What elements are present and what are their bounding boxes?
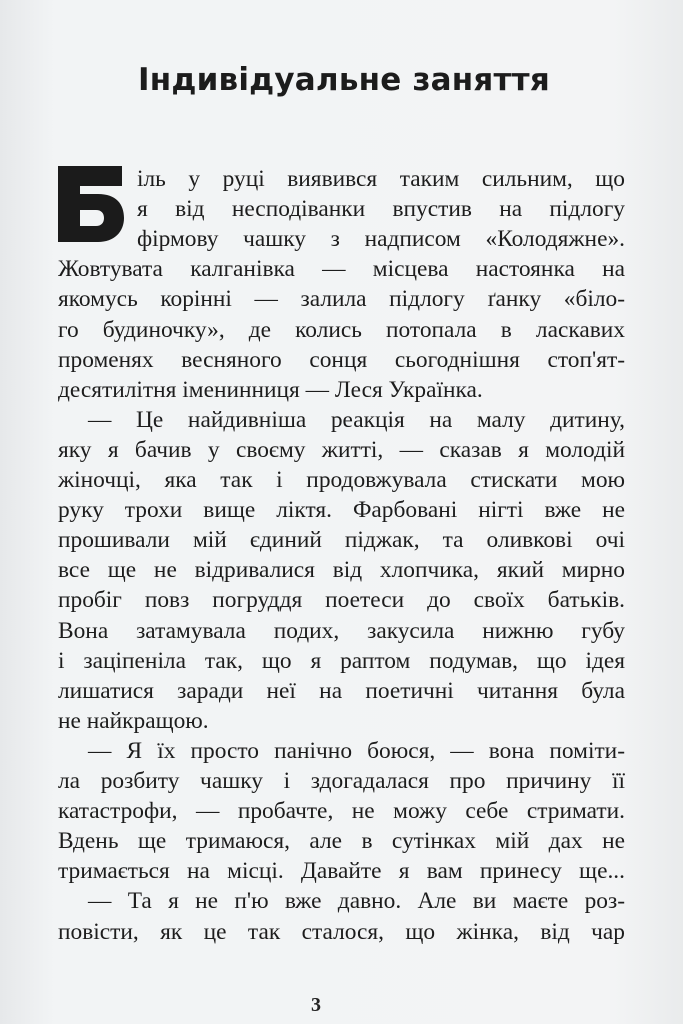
- text-line: лишатися заради неї на поетичні читання була: [58, 677, 625, 704]
- text-line: якомусь корінні — залила підлогу ґанку «біло-: [58, 286, 625, 313]
- text-line: — Та я не п'ю вже давно. Але ви маєте роз-: [88, 888, 625, 915]
- text-line: фірмову чашку з надписом «Колодяжне».: [137, 226, 625, 253]
- text-line: Вдень ще тримаюся, але в сутінках мій дах не: [58, 828, 625, 855]
- text-line: все ще не відривалися від хлопчика, який мирно: [58, 557, 625, 584]
- text-line: прошивали мій єдиний піджак, та оливкові очі: [58, 527, 625, 554]
- text-line: і заціпеніла так, що я раптом подумав, що ідея: [58, 647, 625, 674]
- text-line: катастрофи, — пробачте, не можу себе стримати.: [58, 798, 625, 825]
- dropcap: [58, 166, 124, 242]
- page-number: 3: [311, 994, 321, 1016]
- text-line: Вона затамувала подих, закусила нижню губу: [58, 617, 625, 644]
- text-line: яку я бачив у своєму житті, — сказав я молодій: [58, 436, 625, 463]
- text-line: жіночці, яка так і продовжувала стискати мою: [58, 467, 625, 493]
- text-line: я від несподіванки впустив на підлогу: [137, 196, 625, 223]
- text-line: тримається на місці. Давайте я вам принесу ще...: [58, 858, 625, 885]
- text-line: променях весняного сонця сьогоднішня стоп'ят-: [58, 346, 625, 373]
- text-line: ла розбиту чашку і здогадалася про причину її: [58, 768, 625, 794]
- text-line: не найкращою.: [58, 707, 209, 734]
- chapter-title: Індивідуальне заняття: [138, 62, 550, 98]
- text-line: — Я їх просто панічно боюся, — вона поміти-: [88, 737, 625, 764]
- text-line: Жовтувата калганівка — місцева настоянка на: [58, 256, 625, 283]
- text-line: повісти, як це так сталося, що жінка, від чар: [58, 918, 625, 945]
- text-line: го будиночку», де колись потопала в ласкавих: [58, 316, 625, 343]
- text-line: іль у руці виявився таким сильним, що: [137, 166, 625, 192]
- text-line: десятилітня іменинниця — Леся Українка.: [58, 376, 483, 403]
- text-line: руку трохи вище ліктя. Фарбовані нігті вже не: [58, 497, 625, 524]
- text-line: — Це найдивніша реакція на малу дитину,: [88, 406, 625, 433]
- text-line: пробіг повз погруддя поетеси до своїх батьків.: [58, 587, 625, 614]
- dropcap-letter-shape: [58, 166, 124, 242]
